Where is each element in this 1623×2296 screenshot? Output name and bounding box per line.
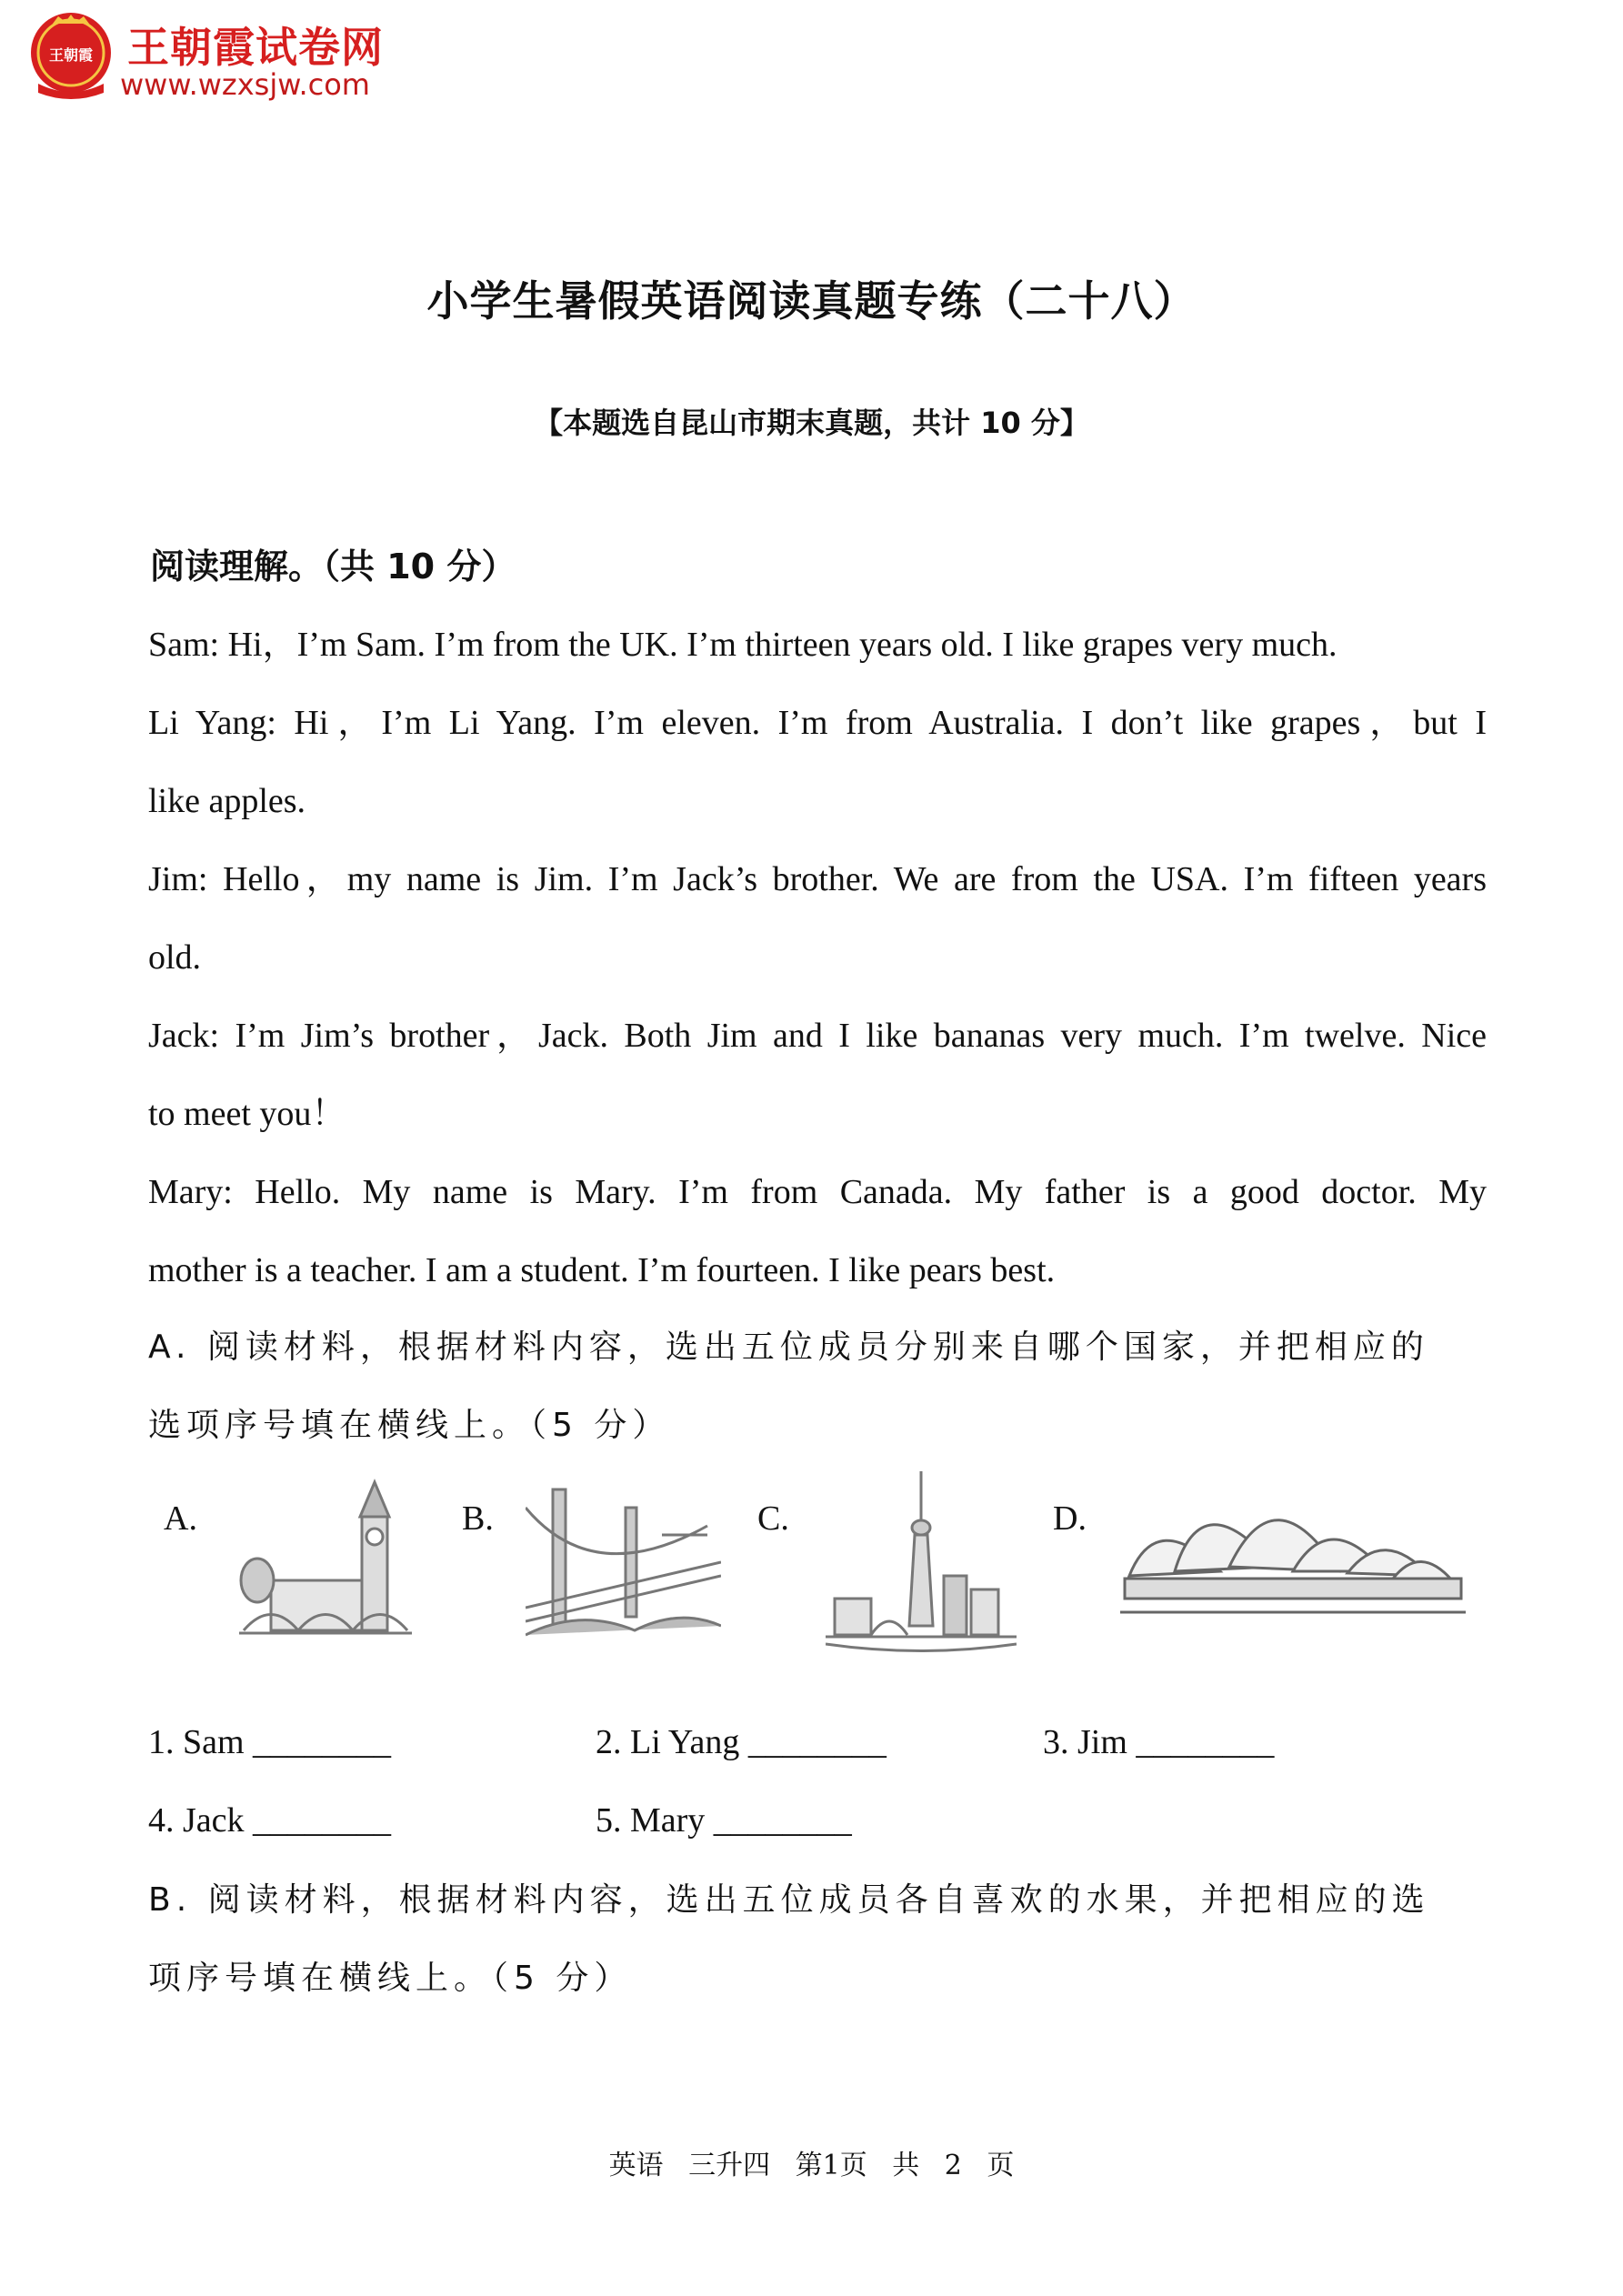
option-label-d: D. [1053,1499,1087,1538]
passage-line [148,1175,1487,1215]
passage-text: Jim: Hello，my name is Jim. I’m Jack’s brother. We are from the USA. I’m fifteen years [148,860,1487,898]
page-title: 小学生暑假英语阅读真题专练（二十八） [426,276,1197,326]
site-logo[interactable] [25,11,462,111]
passage-text: to meet you！ [148,1095,346,1133]
passage-text: Li Yang: Hi，I’m Li Yang. I’m eleven. I’m from Australia. I don’t like grapes，but I [148,704,1487,742]
option-label-b: B. [462,1499,494,1538]
passage-line [148,784,1487,818]
part-b-instruction: 项序号填在横线上。（5 分） [148,1960,633,1997]
part-a-instruction: 选项序号填在横线上。（5 分） [148,1407,671,1444]
passage-text: Jack: I’m Jim’s brother，Jack. Both Jim and I like bananas very much. I’m twelve. Nice [148,1017,1487,1055]
part-a-instruction: A. 阅读材料，根据材料内容，选出五位成员分别来自哪个国家，并把相应的 [148,1328,1429,1366]
golden-gate-bridge-illustration-icon [526,1471,721,1653]
brand-name: 王朝霞试卷网 [127,23,384,72]
page-subtitle: 【本题选自昆山市期末真题，共计 10 分】 [534,406,1089,440]
passage-text: mother is a teacher. I am a student. I’m fourteen. I like pears best. [148,1251,1056,1289]
passage-text: like apples. [148,782,306,820]
part-b-instruction: B. 阅读材料，根据材料内容，选出五位成员各自喜欢的水果，并把相应的选 [148,1881,1430,1919]
blank-jim[interactable]: 3. Jim ________ [1043,1723,1275,1761]
blank-sam[interactable]: 1. Sam ________ [148,1723,392,1761]
option-label-a: A. [164,1499,197,1538]
option-label-c: C. [757,1499,789,1538]
blank-jack[interactable]: 4. Jack ________ [148,1801,392,1840]
page-footer: 英语 三升四 第1页 共 2 页 [608,2150,1015,2181]
passage-line [148,706,1487,746]
passage-line [148,1018,1487,1058]
passage-line [148,1097,1487,1131]
blank-mary[interactable]: 5. Mary ________ [596,1801,852,1840]
cn-tower-illustration-icon [826,1471,1017,1653]
passage-line [148,862,1487,902]
big-ben-illustration-icon [235,1471,416,1653]
passage-text: Sam: Hi，I’m Sam. I’m from the UK. I’m thirteen years old. I like grapes very much. [148,626,1337,664]
passage-line [148,940,1487,975]
passage-line [148,1253,1487,1288]
logo-badge-text: 王朝霞 [48,46,94,64]
brand-url[interactable]: www.wzxsjw.com [120,67,370,102]
section-heading: 阅读理解。（共 10 分） [150,546,516,587]
passage-text: old. [148,938,202,977]
sydney-opera-house-illustration-icon [1120,1471,1466,1626]
logo-badge-icon [25,11,116,102]
passage-text: Mary: Hello. My name is Mary. I’m from Canada. My father is a good doctor. My [148,1173,1487,1211]
blank-li-yang[interactable]: 2. Li Yang ________ [596,1723,887,1761]
passage-line [148,627,1487,662]
